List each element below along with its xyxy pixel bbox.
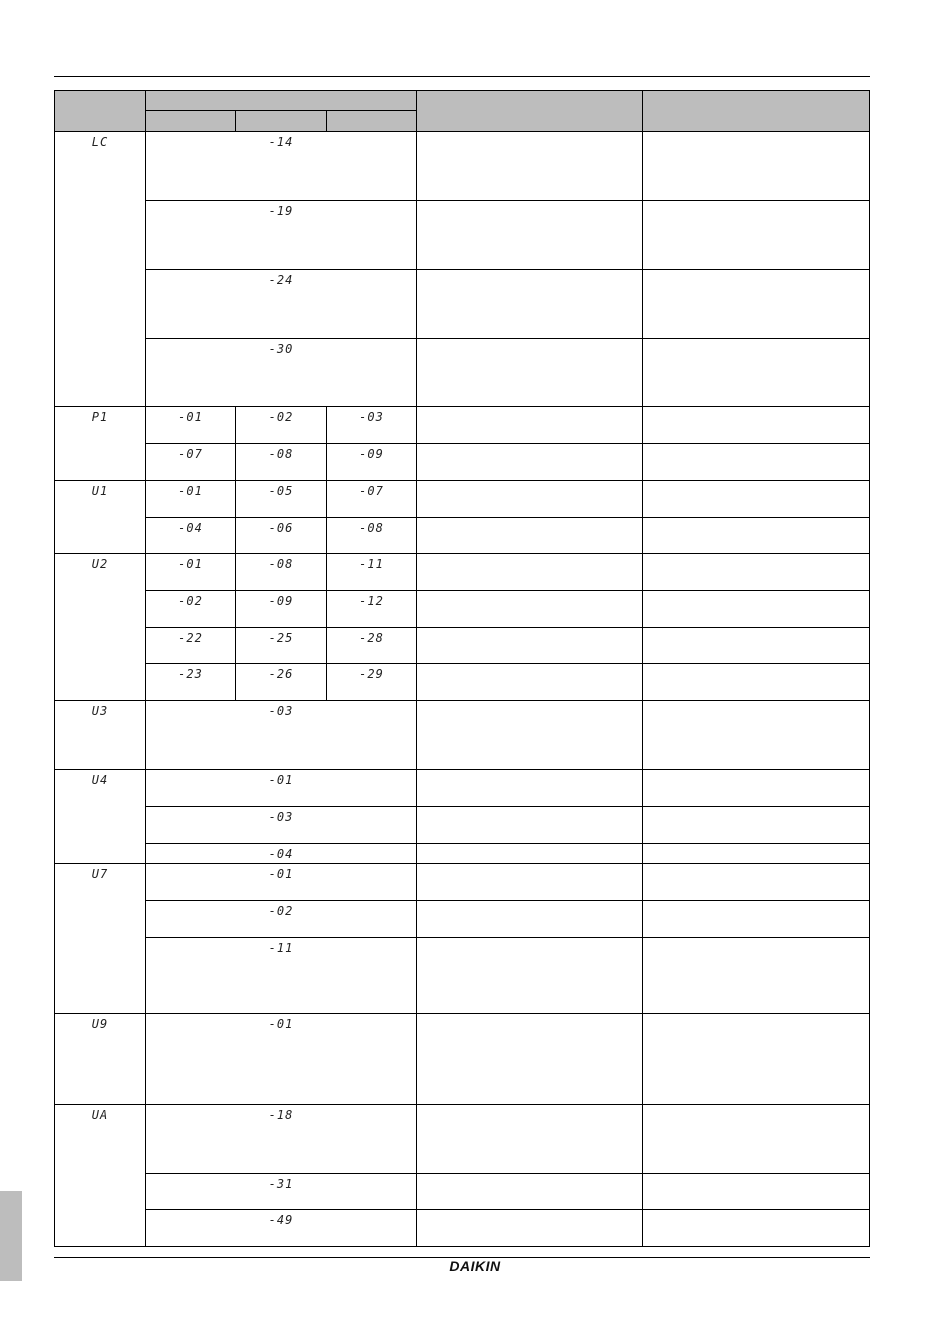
table-row <box>55 938 870 1014</box>
solution-cell <box>643 664 870 701</box>
sub-code-cell <box>236 407 327 444</box>
sub-code: -19 <box>268 204 294 218</box>
solution-cell <box>643 770 870 807</box>
main-code-cell <box>55 554 146 701</box>
sub-code-col-2-header <box>236 111 327 132</box>
description-cell <box>417 628 643 664</box>
sub-code-cell <box>146 701 417 770</box>
solution-cell <box>643 628 870 664</box>
sub-code-cell <box>327 554 417 591</box>
sub-code: -02 <box>268 904 294 918</box>
solution-cell <box>643 518 870 554</box>
table-row <box>55 864 870 901</box>
sub-code-cell <box>236 518 327 554</box>
description-cell <box>417 807 643 844</box>
sub-code-cell <box>146 1105 417 1174</box>
solution-cell <box>643 132 870 201</box>
main-code: U9 <box>91 1017 109 1031</box>
main-code-cell <box>55 1105 146 1247</box>
sub-code-cell <box>236 554 327 591</box>
sub-code-cell <box>146 591 236 628</box>
sub-code: -01 <box>178 410 203 424</box>
table-row <box>55 701 870 770</box>
solution-cell <box>643 844 870 864</box>
sub-code: -28 <box>359 631 384 645</box>
sub-code: -07 <box>359 484 384 498</box>
main-code: U1 <box>91 484 109 498</box>
sub-code: -09 <box>359 447 384 461</box>
description-cell <box>417 407 643 444</box>
sub-code-cell <box>146 770 417 807</box>
table-row <box>55 444 870 481</box>
sub-code-cell <box>236 591 327 628</box>
description-cell <box>417 339 643 407</box>
sub-code: -08 <box>359 521 384 535</box>
sub-code: -01 <box>268 867 294 881</box>
sub-code-cell <box>327 518 417 554</box>
sub-code-header <box>146 91 417 111</box>
description-header <box>417 91 643 132</box>
sub-code: -49 <box>268 1213 294 1227</box>
solution-cell <box>643 1174 870 1210</box>
table-row <box>55 628 870 664</box>
sub-code: -18 <box>268 1108 294 1122</box>
sub-code-cell <box>146 1210 417 1247</box>
table-row <box>55 407 870 444</box>
sub-code-cell <box>146 901 417 938</box>
sub-code-cell <box>327 664 417 701</box>
sub-code: -12 <box>359 594 384 608</box>
sub-code: -11 <box>359 557 384 571</box>
sub-code-cell <box>146 807 417 844</box>
table-row <box>55 481 870 518</box>
sub-code-cell <box>146 339 417 407</box>
sub-code: -26 <box>268 667 294 681</box>
solution-cell <box>643 591 870 628</box>
sub-code: -30 <box>268 342 294 356</box>
table-row <box>55 270 870 339</box>
sub-code-cell <box>236 628 327 664</box>
description-cell <box>417 554 643 591</box>
sub-code: -01 <box>268 773 294 787</box>
description-cell <box>417 701 643 770</box>
sub-code: -01 <box>178 484 203 498</box>
description-cell <box>417 664 643 701</box>
sub-code: -24 <box>268 273 294 287</box>
sub-code-col-3-header <box>327 111 417 132</box>
description-cell <box>417 864 643 901</box>
sub-code-cell <box>327 444 417 481</box>
table-row <box>55 770 870 807</box>
solution-cell <box>643 1210 870 1247</box>
description-cell <box>417 132 643 201</box>
main-code: UA <box>91 1108 109 1122</box>
sub-code: -25 <box>268 631 294 645</box>
solution-cell <box>643 901 870 938</box>
table-row <box>55 844 870 864</box>
main-code-cell <box>55 1014 146 1105</box>
solution-cell <box>643 701 870 770</box>
sub-code: -31 <box>268 1177 294 1191</box>
sub-code-cell <box>327 481 417 518</box>
main-code-cell <box>55 770 146 864</box>
sub-code: -11 <box>268 941 294 955</box>
solution-cell <box>643 481 870 518</box>
sub-code: -06 <box>268 521 294 535</box>
main-code-cell <box>55 407 146 481</box>
table-row <box>55 132 870 201</box>
description-cell <box>417 1210 643 1247</box>
sub-code-cell <box>146 444 236 481</box>
solution-cell <box>643 270 870 339</box>
solution-cell <box>643 444 870 481</box>
main-code-cell <box>55 132 146 407</box>
sub-code: -09 <box>268 594 294 608</box>
sub-code: -02 <box>268 410 294 424</box>
solution-cell <box>643 864 870 901</box>
description-cell <box>417 770 643 807</box>
table-row <box>55 807 870 844</box>
sub-code-cell <box>146 407 236 444</box>
description-cell <box>417 938 643 1014</box>
main-code: U7 <box>91 867 109 881</box>
solution-cell <box>643 554 870 591</box>
sub-code-cell <box>236 481 327 518</box>
table-row <box>55 591 870 628</box>
sub-code: -01 <box>268 1017 294 1031</box>
main-code: LC <box>91 135 109 149</box>
solution-cell <box>643 339 870 407</box>
description-cell <box>417 901 643 938</box>
table-row <box>55 664 870 701</box>
sub-code-cell <box>236 664 327 701</box>
description-cell <box>417 844 643 864</box>
solution-cell <box>643 407 870 444</box>
brand-logo: DAIKIN <box>449 1258 501 1274</box>
sub-code-cell <box>146 132 417 201</box>
sub-code-cell <box>327 628 417 664</box>
description-cell <box>417 201 643 270</box>
main-code: U2 <box>91 557 109 571</box>
sub-code: -03 <box>359 410 384 424</box>
sub-code-cell <box>327 407 417 444</box>
description-cell <box>417 1105 643 1174</box>
sub-code: -04 <box>268 847 294 861</box>
main-code: U3 <box>91 704 109 718</box>
sub-code-cell <box>146 201 417 270</box>
sub-code-cell <box>146 864 417 901</box>
sub-code-cell <box>146 270 417 339</box>
table-row <box>55 1210 870 1247</box>
table-row <box>55 1014 870 1105</box>
solution-cell <box>643 201 870 270</box>
sub-code: -03 <box>268 810 294 824</box>
sub-code: -07 <box>178 447 203 461</box>
sub-code: -23 <box>178 667 203 681</box>
main-code-cell <box>55 864 146 1014</box>
sub-code: -22 <box>178 631 203 645</box>
description-cell <box>417 591 643 628</box>
sub-code-cell <box>146 1014 417 1105</box>
sub-code-cell <box>146 518 236 554</box>
sub-code-cell <box>146 844 417 864</box>
sub-code-cell <box>327 591 417 628</box>
solution-cell <box>643 1014 870 1105</box>
sub-code: -08 <box>268 447 294 461</box>
sub-code-cell <box>146 628 236 664</box>
main-code-header <box>55 91 146 132</box>
table-row <box>55 201 870 270</box>
main-code: U4 <box>91 773 109 787</box>
sub-code: -03 <box>268 704 294 718</box>
table-row <box>55 518 870 554</box>
sub-code: -04 <box>178 521 203 535</box>
solution-header <box>643 91 870 132</box>
main-code-cell <box>55 701 146 770</box>
sub-code-col-1-header <box>146 111 236 132</box>
table-row <box>55 339 870 407</box>
description-cell <box>417 518 643 554</box>
table-row <box>55 901 870 938</box>
sub-code-cell <box>146 1174 417 1210</box>
description-cell <box>417 1174 643 1210</box>
description-cell <box>417 1014 643 1105</box>
table-row <box>55 1174 870 1210</box>
sub-code: -01 <box>178 557 203 571</box>
description-cell <box>417 444 643 481</box>
solution-cell <box>643 1105 870 1174</box>
main-code: P1 <box>91 410 109 424</box>
sub-code: -02 <box>178 594 203 608</box>
sub-code-cell <box>236 444 327 481</box>
table-row <box>55 554 870 591</box>
sub-code: -05 <box>268 484 294 498</box>
sub-code-cell <box>146 938 417 1014</box>
solution-cell <box>643 807 870 844</box>
table-row <box>55 1105 870 1174</box>
sub-code-cell <box>146 664 236 701</box>
sub-code: -29 <box>359 667 384 681</box>
sub-code: -14 <box>268 135 294 149</box>
sub-code: -08 <box>268 557 294 571</box>
sub-code-cell <box>146 554 236 591</box>
sub-code-cell <box>146 481 236 518</box>
description-cell <box>417 481 643 518</box>
description-cell <box>417 270 643 339</box>
error-code-table <box>54 90 870 1247</box>
header-rule <box>54 76 870 77</box>
main-code-cell <box>55 481 146 554</box>
solution-cell <box>643 938 870 1014</box>
